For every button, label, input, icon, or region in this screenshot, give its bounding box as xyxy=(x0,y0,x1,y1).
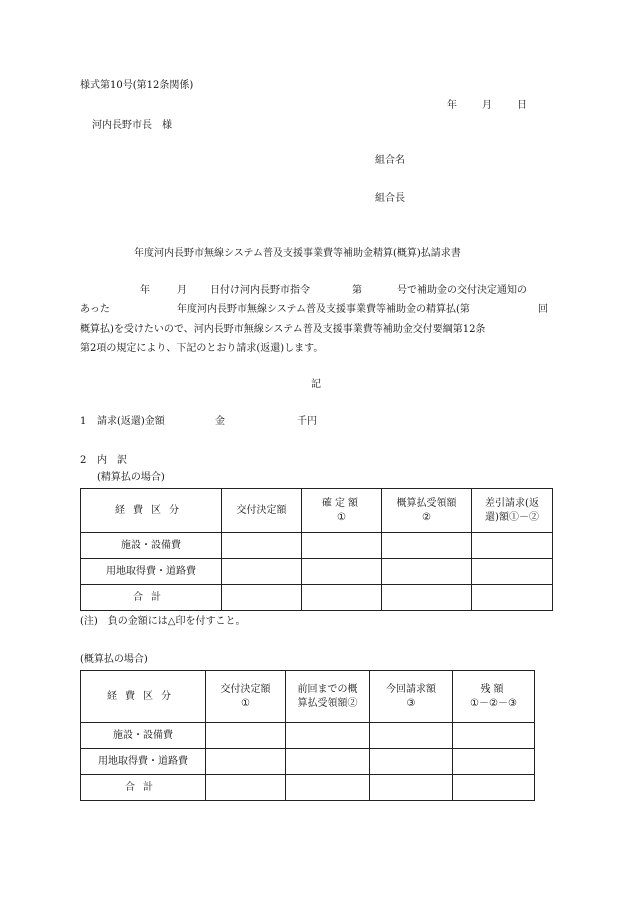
table1-caption: (精算払の場合) xyxy=(97,472,165,483)
row-label-total: 合計 xyxy=(81,775,206,801)
cell-input xyxy=(382,585,472,611)
date-year: 年 xyxy=(447,100,457,111)
document-title: 年度河内長野市無線システム普及支援事業費等補助金精算(概算)払請求書 xyxy=(134,248,461,259)
cell-input xyxy=(222,585,302,611)
header-decided-amount: 交付決定額 xyxy=(222,489,302,533)
cell-input xyxy=(302,585,382,611)
header-category: 経費区分 xyxy=(81,489,222,533)
cell-input xyxy=(472,533,553,559)
cell-input xyxy=(222,533,302,559)
cell-input xyxy=(222,559,302,585)
cell-input xyxy=(370,775,453,801)
union-head-label: 組合長 xyxy=(375,193,405,204)
body-year-subsidy: 年度河内長野市無線システム普及支援事業費等補助金の精算払(第 xyxy=(177,304,470,315)
cell-input xyxy=(206,723,286,749)
header-diff-amount: 差引請求(返 還)額①－② xyxy=(472,489,553,533)
table-row xyxy=(81,559,553,585)
cell-input xyxy=(286,723,370,749)
cell-input xyxy=(206,749,286,775)
body-month: 月 xyxy=(177,285,187,296)
addressee: 河内長野市長 様 xyxy=(92,120,172,131)
cell-input xyxy=(382,533,472,559)
body-line-4: 第2項の規定により、下記のとおり請求(返還)します。 xyxy=(80,343,324,354)
cell-input xyxy=(472,559,553,585)
cell-input xyxy=(286,749,370,775)
table-row xyxy=(81,533,553,559)
item2-label: 内 訳 xyxy=(97,455,127,466)
cell-input xyxy=(302,533,382,559)
header-current-request: 今回請求額 ③ xyxy=(370,671,453,723)
date-day: 日 xyxy=(517,100,527,111)
cell-input xyxy=(286,775,370,801)
body-go-notice: 号で補助金の交付決定通知の xyxy=(397,285,527,296)
cell-input xyxy=(453,723,535,749)
table-row xyxy=(81,585,553,611)
body-kai: 回 xyxy=(538,304,548,315)
body-line-3: 概算払)を受けたいので、河内長野市無線システム普及支援事業費等補助金交付要綱第12条 xyxy=(80,324,486,335)
table-row xyxy=(81,749,535,775)
cell-input xyxy=(370,723,453,749)
settlement-table xyxy=(80,488,553,611)
row-label-land-road: 用地取得費・道路費 xyxy=(81,749,206,775)
header-decided-amount: 交付決定額 ① xyxy=(206,671,286,723)
item1-unit: 千円 xyxy=(297,416,317,427)
ki-mark: 記 xyxy=(311,379,321,390)
header-remaining: 残額 ①－②－③ xyxy=(453,671,535,723)
row-label-facility: 施設・設備費 xyxy=(81,533,222,559)
cell-input xyxy=(206,775,286,801)
cell-input xyxy=(453,749,535,775)
body-atta: あった xyxy=(80,304,110,315)
cell-input xyxy=(453,775,535,801)
header-previous-received: 前回までの概 算払受領額② xyxy=(286,671,370,723)
advance-payment-table xyxy=(80,670,535,801)
row-label-total: 合計 xyxy=(81,585,222,611)
table-row xyxy=(81,775,535,801)
table-row xyxy=(81,723,535,749)
form-number: 様式第10号(第12条関係) xyxy=(80,80,194,91)
header-received-amount: 概算払受領額 ② xyxy=(382,489,472,533)
body-dai: 第 xyxy=(352,285,362,296)
body-day-order: 日付け河内長野市指令 xyxy=(210,285,310,296)
cell-input xyxy=(472,585,553,611)
header-category: 経費区分 xyxy=(81,671,206,723)
row-label-land-road: 用地取得費・道路費 xyxy=(81,559,222,585)
header-confirmed-amount: 確定額 ① xyxy=(302,489,382,533)
body-year: 年 xyxy=(140,285,150,296)
row-label-facility: 施設・設備費 xyxy=(81,723,206,749)
item1-kin: 金 xyxy=(215,416,225,427)
cell-input xyxy=(370,749,453,775)
cell-input xyxy=(302,559,382,585)
note: (注) 負の金額には△印を付すこと。 xyxy=(80,616,246,627)
item1-number: 1 xyxy=(80,416,87,427)
union-name-label: 組合名 xyxy=(375,155,405,166)
cell-input xyxy=(382,559,472,585)
date-month: 月 xyxy=(482,100,492,111)
item1-label: 請求(返還)金額 xyxy=(97,416,165,427)
table2-caption: (概算払の場合) xyxy=(80,654,148,665)
item2-number: 2 xyxy=(80,455,87,466)
